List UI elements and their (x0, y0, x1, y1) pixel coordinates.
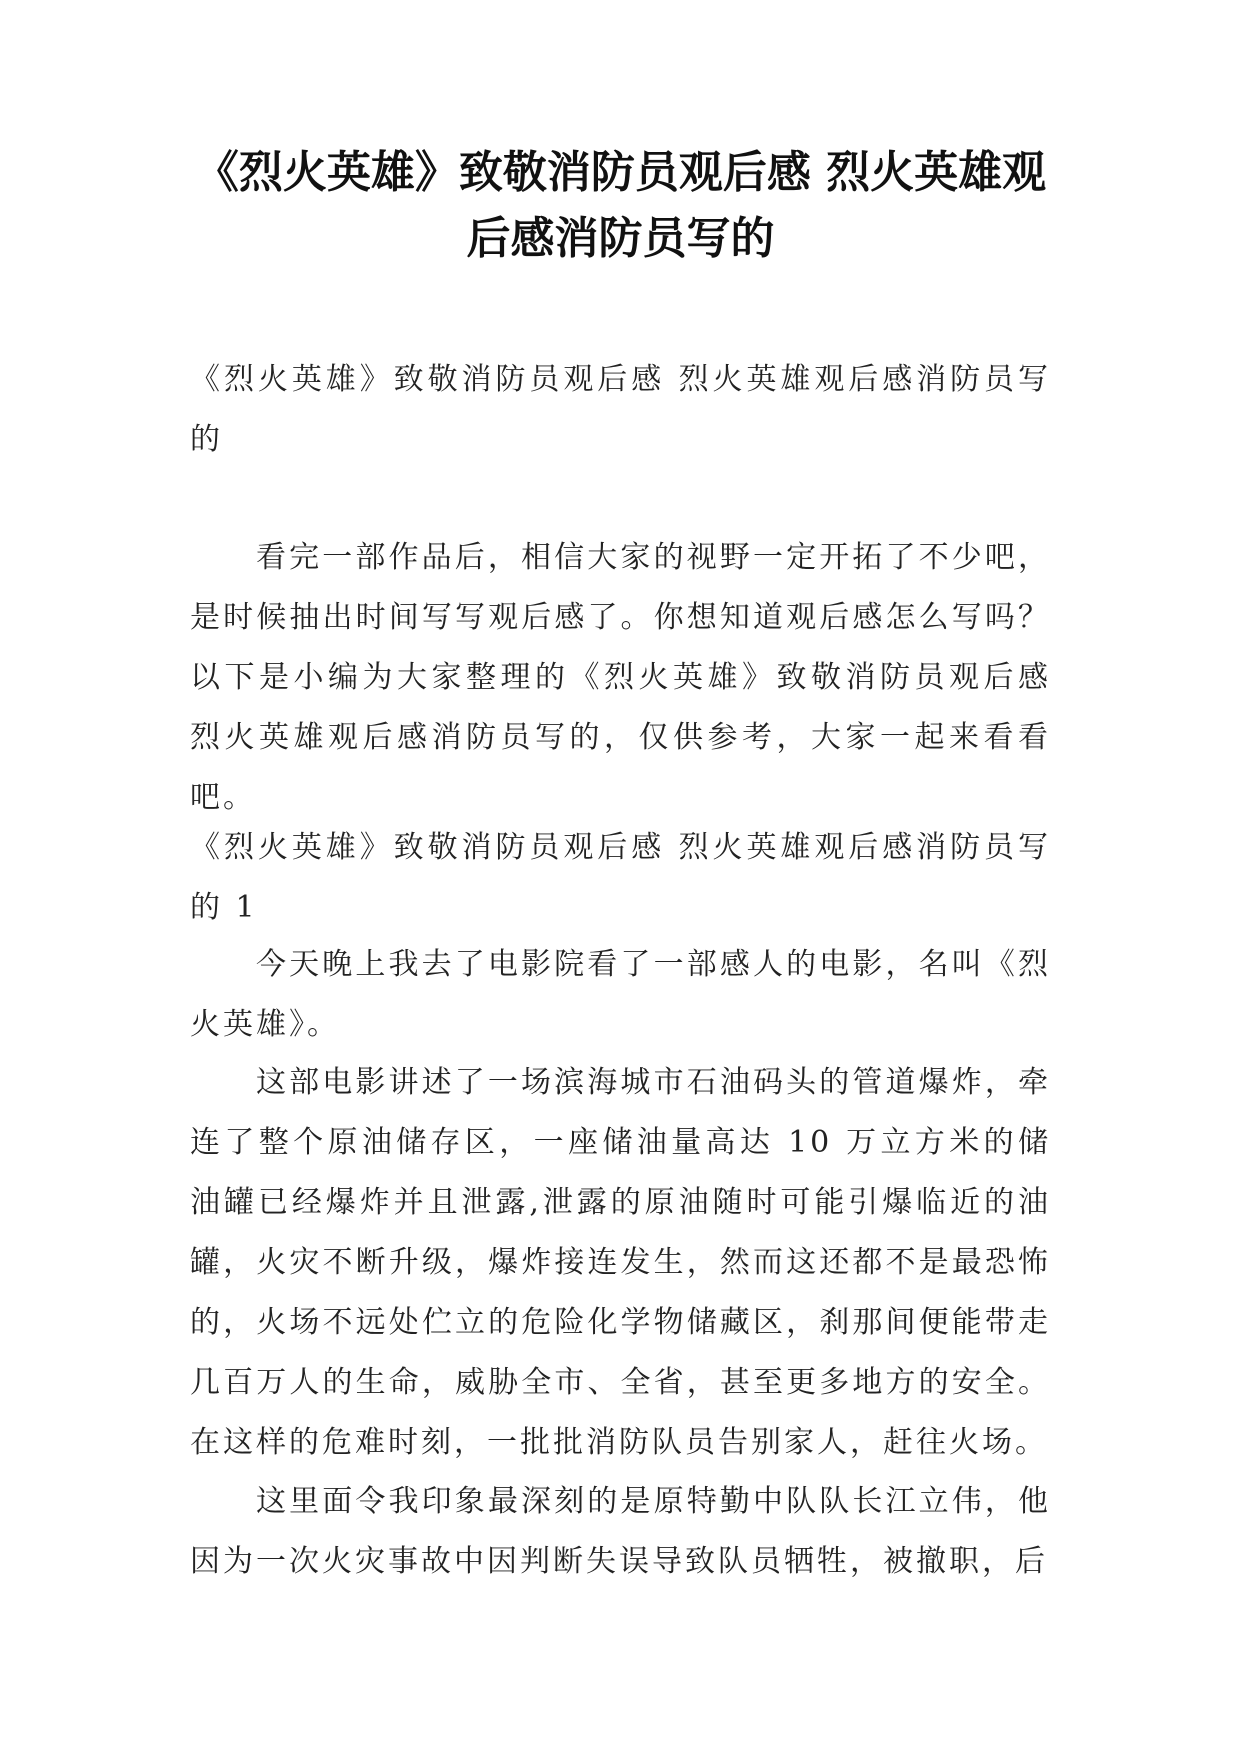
body-paragraph: 今天晚上我去了电影院看了一部感人的电影，名叫《烈火英雄》。 (190, 947, 1051, 1042)
body-paragraph: 这部电影讲述了一场滨海城市石油码头的管道爆炸，牵连了整个原油储存区，一座储油量高达 10 万立方米的储油罐已经爆炸并且泄露,泄露的原油随时可能引爆临近的油罐，火灾不断升级，爆炸接连发生，然而这还都不是最恐怖的，火场不远处伫立的危险化学物储藏区，刹那间便能带走几百万人的生命，威胁全市、全省，甚至更多地方的安全。在这样的危难时刻，一批批消防队员告别家人，赶往火场。 (190, 1065, 1051, 1460)
sub-heading: 《烈火英雄》致敬消防员观后感 烈火英雄观后感消防员写的 (190, 362, 1051, 457)
intro-paragraph: 看完一部作品后，相信大家的视野一定开拓了不少吧，是时候抽出时间写写观后感了。你想知道观后感怎么写吗？以下是小编为大家整理的《烈火英雄》致敬消防员观后感 烈火英雄观后感消防员写的，仅供参考，大家一起来看看吧。 (190, 540, 1051, 815)
document-title: 《烈火英雄》致敬消防员观后感 烈火英雄观后感消防员写的 (194, 147, 1047, 264)
body-paragraph: 这里面令我印象最深刻的是原特勤中队队长江立伟，他因为一次火灾事故中因判断失误导致队员牺牲，被撤职，后 (190, 1484, 1051, 1579)
section-heading: 《烈火英雄》致敬消防员观后感 烈火英雄观后感消防员写的 1 (190, 830, 1051, 925)
